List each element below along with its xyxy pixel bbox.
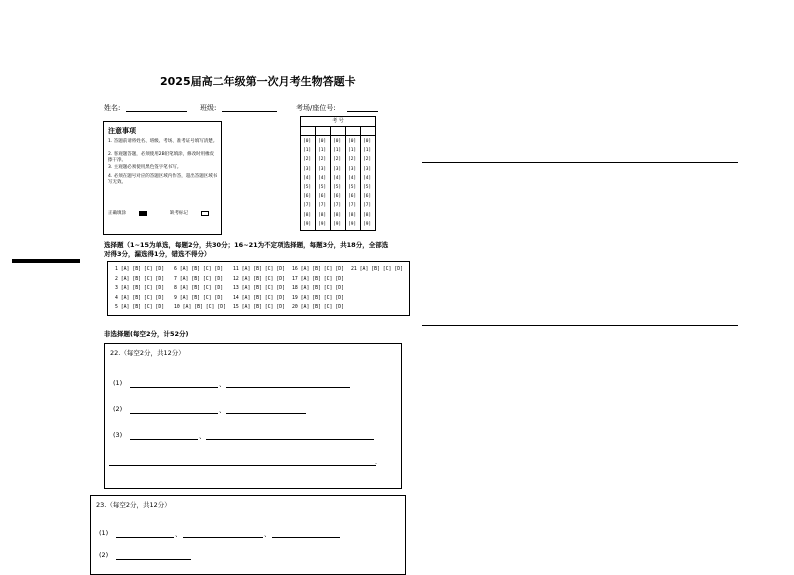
q23-title: 23.（每空2分，共12分） bbox=[96, 501, 171, 509]
exam-digit-bubble[interactable]: [7] bbox=[348, 203, 357, 209]
separator: 、 bbox=[199, 432, 206, 440]
page-title: 2025届高二年级第一次月考生物答题卡 bbox=[160, 75, 356, 88]
exam-digit-bubble[interactable]: [8] bbox=[333, 212, 342, 218]
q22-blank[interactable] bbox=[130, 412, 218, 414]
notice-item: 4. 必须在题号对应的答题区域内作答，超出答题区域书写无效。 bbox=[108, 174, 218, 185]
mcq-question-1[interactable]: 1 [A] [B] [C] [D] bbox=[115, 267, 165, 272]
q22-blank[interactable] bbox=[130, 438, 198, 440]
correct-fill-label: 正确填涂 bbox=[108, 211, 126, 216]
notice-box bbox=[103, 121, 222, 235]
exam-digit-bubble[interactable]: [3] bbox=[303, 166, 312, 172]
exam-digit-bubble[interactable]: [7] bbox=[333, 203, 342, 209]
exam-digit-bubble[interactable]: [4] bbox=[348, 175, 357, 181]
exam-digit-bubble[interactable]: [7] bbox=[318, 203, 327, 209]
exam-digit-bubble[interactable]: [5] bbox=[363, 185, 372, 190]
exam-digit-bubble[interactable]: [9] bbox=[318, 221, 327, 227]
exam-digit-bubble[interactable]: [6] bbox=[333, 194, 342, 200]
exam-digit-bubble[interactable]: [1] bbox=[318, 148, 327, 154]
mcq-question-17[interactable]: 17 [A] [B] [C] [D] bbox=[292, 276, 344, 282]
q22-part2-label: (2) bbox=[113, 405, 123, 413]
exam-digit-bubble[interactable]: [2] bbox=[348, 157, 357, 163]
q23-blank[interactable] bbox=[272, 536, 340, 538]
q23-part1-label: (1) bbox=[99, 529, 109, 537]
class-field[interactable] bbox=[222, 103, 277, 112]
mcq-title-line2: 对得3分，漏选得1分，错选不得分） bbox=[104, 250, 211, 258]
mcq-question-4[interactable]: 4 [A] [B] [C] [D] bbox=[115, 295, 165, 301]
q22-title: 22.（每空2分，共12分） bbox=[110, 349, 185, 357]
exam-digit-bubble[interactable]: [6] bbox=[318, 194, 327, 200]
right-rule-bottom bbox=[422, 325, 738, 326]
exam-digit-bubble[interactable]: [1] bbox=[348, 148, 357, 154]
exam-digit-bubble[interactable]: [3] bbox=[363, 166, 372, 172]
mcq-question-11[interactable]: 11 [A] [B] [C] [D] bbox=[233, 267, 285, 272]
missing-mark-label: 缺考标记 bbox=[170, 211, 188, 216]
exam-digit-bubble[interactable]: [0] bbox=[363, 139, 372, 144]
exam-digit-bubble[interactable]: [0] bbox=[348, 139, 357, 144]
mcq-question-21[interactable]: 21 [A] [B] [C] [D] bbox=[351, 267, 403, 272]
q22-box bbox=[104, 343, 402, 489]
exam-digit-bubble[interactable]: [4] bbox=[333, 175, 342, 181]
exam-digit-bubble[interactable]: [3] bbox=[318, 166, 327, 172]
mcq-answer-box bbox=[107, 261, 410, 316]
notice-item: 3. 主观题必须使用黑色签字笔书写。 bbox=[108, 165, 182, 170]
name-field[interactable] bbox=[126, 103, 187, 112]
exam-number-header: 考 号 bbox=[301, 117, 375, 127]
mcq-question-6[interactable]: 6 [A] [B] [C] [D] bbox=[174, 267, 224, 272]
mcq-question-16[interactable]: 16 [A] [B] [C] [D] bbox=[292, 267, 344, 272]
q23-blank[interactable] bbox=[116, 536, 174, 538]
exam-digit-bubble[interactable]: [5] bbox=[333, 185, 342, 190]
exam-digit-bubble[interactable]: [0] bbox=[303, 139, 312, 144]
q23-part2-label: (2) bbox=[99, 551, 109, 559]
right-rule-top bbox=[422, 162, 738, 163]
exam-digit-bubble[interactable]: [2] bbox=[303, 157, 312, 163]
mcq-question-18[interactable]: 18 [A] [B] [C] [D] bbox=[292, 286, 344, 291]
exam-digit-bubble[interactable]: [7] bbox=[363, 203, 372, 209]
notice-item: 2. 客观题答题，必须使用2B铅笔填涂，修改时用橡皮擦干净。 bbox=[108, 152, 215, 163]
mcq-question-20[interactable]: 20 [A] [B] [C] [D] bbox=[292, 305, 344, 310]
exam-digit-bubble[interactable]: [6] bbox=[348, 194, 357, 200]
exam-digit-bubble[interactable]: [1] bbox=[303, 148, 312, 154]
mcq-question-10[interactable]: 10 [A] [B] [C] [D] bbox=[174, 305, 226, 310]
mcq-title-line1: 选择题（1~15为单选，每题2分，共30分；16~21为不定项选择题，每题3分，共18分，全部选 bbox=[104, 241, 389, 249]
mcq-question-8[interactable]: 8 [A] [B] [C] [D] bbox=[174, 286, 224, 291]
exam-digit-bubble[interactable]: [4] bbox=[363, 175, 372, 181]
mcq-question-14[interactable]: 14 [A] [B] [C] [D] bbox=[233, 295, 285, 301]
q23-blank[interactable] bbox=[183, 536, 263, 538]
separator: 、 bbox=[219, 406, 226, 414]
exam-digit-bubble[interactable]: [5] bbox=[303, 185, 312, 190]
separator: 、 bbox=[175, 530, 182, 538]
class-label: 班级: bbox=[200, 104, 217, 112]
exam-digit-bubble[interactable]: [4] bbox=[318, 175, 327, 181]
exam-digit-bubble[interactable]: [5] bbox=[348, 185, 357, 190]
q22-blank[interactable] bbox=[226, 412, 306, 414]
exam-digit-bubble[interactable]: [5] bbox=[318, 185, 327, 190]
margin-mark bbox=[12, 259, 80, 263]
exam-digit-bubble[interactable]: [8] bbox=[363, 212, 372, 218]
separator: 、 bbox=[219, 380, 226, 388]
q22-blank[interactable] bbox=[206, 438, 374, 440]
non-mcq-title: 非选择题(每空2分，计52分) bbox=[104, 330, 189, 338]
q22-part1-label: (1) bbox=[113, 379, 123, 387]
mcq-question-2[interactable]: 2 [A] [B] [C] [D] bbox=[115, 276, 165, 282]
mcq-question-13[interactable]: 13 [A] [B] [C] [D] bbox=[233, 286, 285, 291]
exam-digit-bubble[interactable]: [9] bbox=[348, 221, 357, 227]
end-mark: . bbox=[375, 458, 378, 466]
exam-digit-bubble[interactable]: [3] bbox=[348, 166, 357, 172]
name-label: 姓名: bbox=[104, 104, 121, 112]
exam-digit-bubble[interactable]: [1] bbox=[363, 148, 372, 154]
exam-number-grid bbox=[300, 116, 376, 231]
exam-seat-field[interactable] bbox=[347, 103, 378, 112]
exam-digit-bubble[interactable]: [8] bbox=[303, 212, 312, 218]
mcq-question-5[interactable]: 5 [A] [B] [C] [D] bbox=[115, 305, 165, 310]
mcq-question-19[interactable]: 19 [A] [B] [C] [D] bbox=[292, 295, 344, 301]
exam-digit-bubble[interactable]: [6] bbox=[303, 194, 312, 200]
mcq-question-12[interactable]: 12 [A] [B] [C] [D] bbox=[233, 276, 285, 282]
q23-blank[interactable] bbox=[116, 558, 191, 560]
separator: 、 bbox=[264, 530, 271, 538]
exam-digit-bubble[interactable]: [9] bbox=[303, 221, 312, 227]
notice-item: 1. 答题前请将姓名、班级、考场、准考证号填写清楚。 bbox=[108, 139, 218, 144]
exam-digit-bubble[interactable]: [6] bbox=[363, 194, 372, 200]
q23-box bbox=[90, 495, 406, 575]
exam-seat-label: 考场/座位号: bbox=[296, 104, 336, 112]
mcq-question-9[interactable]: 9 [A] [B] [C] [D] bbox=[174, 295, 224, 301]
q22-blank[interactable] bbox=[130, 386, 218, 388]
missing-mark-box[interactable] bbox=[201, 211, 209, 216]
exam-digit-bubble[interactable]: [0] bbox=[333, 139, 342, 144]
q22-blank[interactable] bbox=[226, 386, 350, 388]
exam-digit-bubble[interactable]: [0] bbox=[318, 139, 327, 144]
exam-digit-bubble[interactable]: [4] bbox=[303, 175, 312, 181]
exam-digit-bubble[interactable]: [2] bbox=[333, 157, 342, 163]
mcq-question-7[interactable]: 7 [A] [B] [C] [D] bbox=[174, 276, 224, 282]
exam-digit-bubble[interactable]: [8] bbox=[348, 212, 357, 218]
q22-blank-long[interactable] bbox=[109, 464, 376, 466]
exam-digit-bubble[interactable]: [1] bbox=[333, 148, 342, 154]
mcq-question-3[interactable]: 3 [A] [B] [C] [D] bbox=[115, 286, 165, 291]
exam-digit-bubble[interactable]: [8] bbox=[318, 212, 327, 218]
q22-part3-label: (3) bbox=[113, 431, 123, 439]
exam-digit-bubble[interactable]: [2] bbox=[318, 157, 327, 163]
exam-digit-bubble[interactable]: [2] bbox=[363, 157, 372, 163]
exam-digit-bubble[interactable]: [9] bbox=[333, 221, 342, 227]
correct-fill-sample bbox=[139, 211, 147, 216]
exam-digit-bubble[interactable]: [7] bbox=[303, 203, 312, 209]
exam-digit-bubble[interactable]: [3] bbox=[333, 166, 342, 172]
mcq-question-15[interactable]: 15 [A] [B] [C] [D] bbox=[233, 305, 285, 310]
exam-digit-bubble[interactable]: [9] bbox=[363, 221, 372, 227]
notice-title: 注意事项 bbox=[108, 127, 136, 135]
